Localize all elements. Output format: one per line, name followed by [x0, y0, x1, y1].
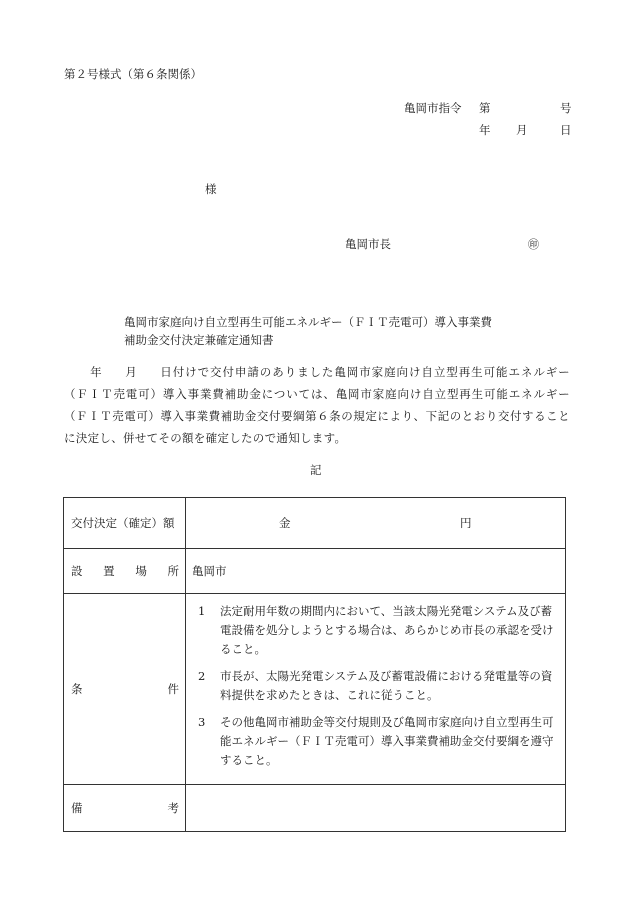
reference-go: 号 — [560, 101, 572, 115]
date-day: 日 — [560, 123, 572, 137]
issue-date-line — [404, 122, 572, 138]
amount-label-cell — [64, 498, 186, 549]
amount-prefix: 金 — [279, 516, 291, 530]
amount-label: 交付決定（確定）額 — [71, 516, 175, 530]
body-text: 日付けで交付申請のありました亀岡市家庭向け自立型再生可能エネルギー（ＦＩＴ売電可）導入事業費補助金については、亀岡市家庭向け自立型再生可能エネルギー（ＦＩＴ売電可）導入事業費補助金交付要綱第６条の規定により、下記のとおり交付することに決定し、併せてその額を確定したので通知します。 — [64, 365, 570, 445]
addressee-suffix: 様 — [205, 182, 217, 196]
amount-value-cell — [186, 498, 566, 549]
issuer-label: 亀岡市指令 — [404, 101, 462, 115]
reference-dai: 第 — [479, 101, 491, 115]
body-date-year: 年 — [89, 365, 103, 379]
table-row — [64, 498, 566, 549]
table-row — [64, 594, 566, 785]
amount-unit: 円 — [460, 516, 472, 530]
condition-item: 2 市長が、太陽光発電システム及び蓄電設備における発電量等の資料提供を求めたときは、これに従うこと。 — [198, 669, 553, 702]
date-month: 月 — [516, 123, 528, 137]
mayor-title: 亀岡市長 — [345, 237, 391, 251]
body-paragraph — [64, 361, 570, 449]
conditions-label-cell — [64, 594, 186, 785]
location-value: 亀岡市 — [186, 549, 566, 594]
remarks-label-cell — [64, 785, 186, 832]
date-year: 年 — [479, 123, 491, 137]
body-date-month: 月 — [124, 365, 138, 379]
document-title — [124, 313, 492, 349]
title-line-1: 亀岡市家庭向け自立型再生可能エネルギー（ＦＩＴ売電可）導入事業費 — [124, 315, 492, 329]
condition-item: 3 その他亀岡市補助金等交付規則及び亀岡市家庭向け自立型再生可能エネルギー（ＦＩＴ売電可）導入事業費補助金交付要綱を遵守すること。 — [198, 715, 554, 767]
remarks-value — [186, 785, 566, 832]
grant-details-table — [63, 497, 566, 832]
remarks-label: 備 考 — [71, 801, 179, 815]
title-line-2: 補助金交付決定兼確定通知書 — [124, 333, 274, 347]
record-mark: 記 — [310, 463, 322, 477]
location-label: 設 置 場 所 — [71, 564, 179, 578]
condition-item: 1 法定耐用年数の期間内において、当該太陽光発電システム及び蓄電設備を処分しようとする場合は、あらかじめ市長の承認を受けること。 — [198, 604, 554, 656]
form-label: 第２号様式（第６条関係） — [64, 67, 202, 81]
conditions-list — [186, 594, 566, 785]
conditions-label: 条 件 — [71, 682, 179, 696]
table-row — [64, 549, 566, 594]
seal-mark: ㊞ — [528, 238, 539, 251]
location-label-cell — [64, 549, 186, 594]
table-row — [64, 785, 566, 832]
